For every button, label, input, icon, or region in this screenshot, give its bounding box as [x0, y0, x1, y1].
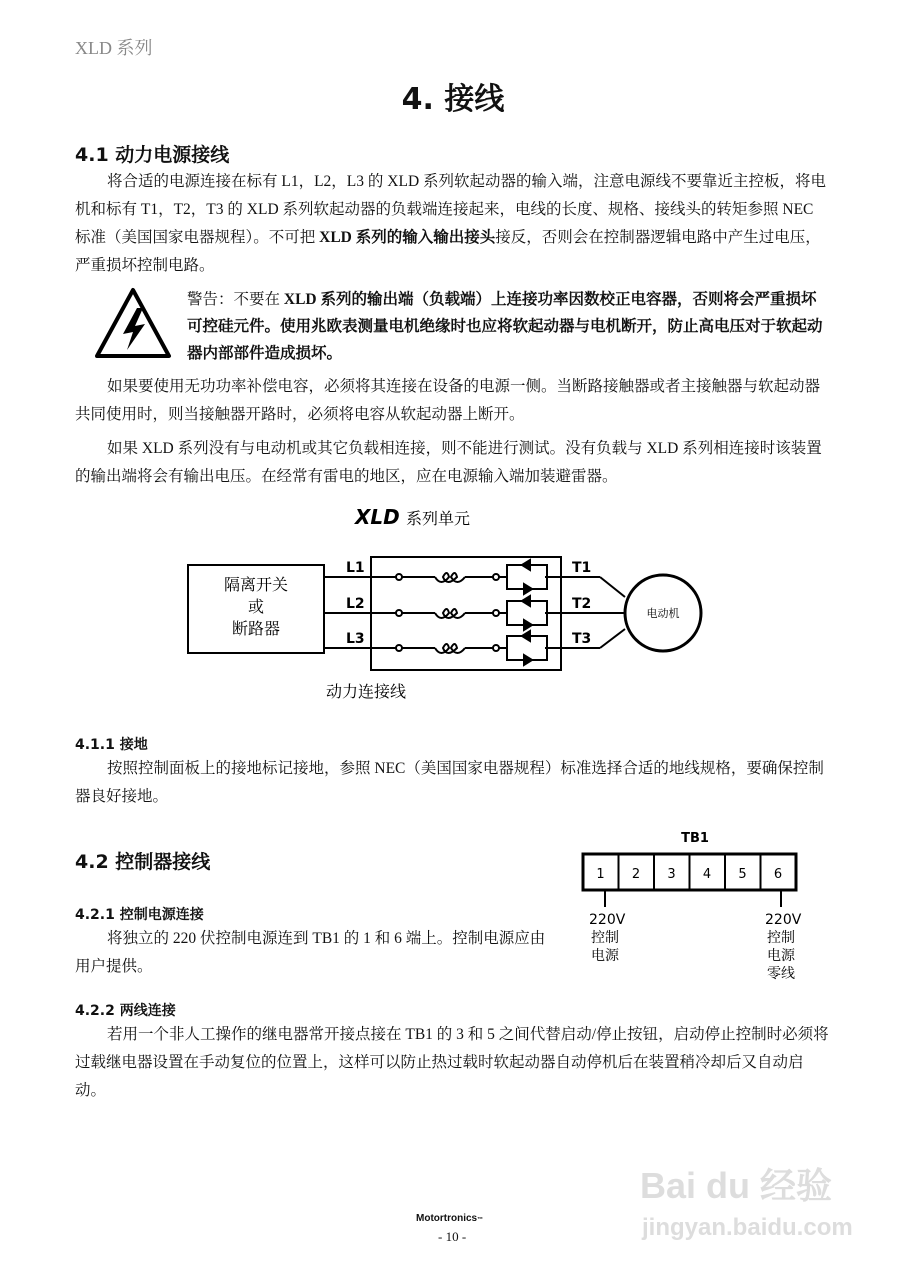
or-label: 或 — [247, 597, 265, 616]
terminal-4: 4 — [702, 867, 712, 882]
running-header: XLD 系列 — [75, 38, 153, 58]
terminal-5: 5 — [738, 867, 747, 882]
fuse-icon — [435, 644, 465, 653]
terminal-1: 1 — [596, 867, 605, 882]
terminal-6: 6 — [773, 867, 783, 882]
bold-text: XLD 系列的输入输出接头 — [319, 229, 496, 246]
text: 将合适的电源连接在标有 L1，L2，L3 的 XLD 系列软起动器的输入端，注意电源线不要靠近主控板，将电机和标有 T1，T2，T3 的 XLD 系列软起动器的负载端连接起来，电线的长度、规格、接线头的转矩参照 NEC 标准（美国国家电器规程）。不可把 — [75, 173, 827, 246]
fuse-icon — [435, 573, 465, 582]
terminal-3: 3 — [667, 867, 676, 882]
power-wiring-diagram — [180, 497, 725, 707]
fuse-icon — [435, 609, 465, 618]
chapter-title: 4. 接线 — [401, 82, 505, 117]
brand-text: Motortronics — [416, 1213, 478, 1224]
watermark-logo: Bai du 经验 — [640, 1165, 833, 1206]
paragraph-testing: 如果 XLD 系列没有与电动机或其它负载相连接，则不能进行测试。没有负载与 XLD 系列相连接时该装置的输出端将会有输出电压。在经常有雷电的地区，应在电源输入端加装避雷器。 — [75, 440, 822, 485]
page-number: - 10 - — [438, 1229, 467, 1244]
l2-label: L2 — [346, 596, 365, 612]
terminal-2: 2 — [631, 867, 641, 882]
breaker-label: 断路器 — [231, 619, 281, 638]
tb1-right-label: 电源 — [767, 948, 795, 964]
section-heading-4-1: 4.1 动力电源接线 — [75, 144, 230, 166]
phase-circuit — [371, 560, 547, 594]
trademark: ™ — [477, 1217, 484, 1223]
tb1-right-label: 零线 — [767, 966, 795, 982]
t2-label: T2 — [572, 596, 592, 612]
section-heading-4-2-1: 4.2.1 控制电源连接 — [75, 907, 204, 923]
paragraph-power-wiring — [75, 168, 831, 280]
isolator-label: 隔离开关 — [223, 575, 289, 594]
footer-brand — [416, 1213, 483, 1226]
tb1-left-label: 220V — [589, 912, 626, 928]
page-body — [75, 36, 831, 1105]
bold-text: XLD 系列的输出端（负载端）上连接功率因数校正电容器，否则将会严重损坏可控硅元件。使用兆欧表测量电机绝缘时也应将软起动器与电机断开，防止高电压对于软起动器内部部件造成损坏。 — [187, 291, 823, 362]
tb1-right-label: 控制 — [767, 930, 795, 946]
t3-label: T3 — [572, 631, 592, 647]
warning-text — [187, 286, 831, 367]
diagram-title: 系列单元 — [406, 509, 471, 528]
phase-circuit — [371, 596, 547, 630]
tb1-left-label: 控制 — [591, 930, 619, 946]
text: 警告：不要在 — [187, 291, 284, 308]
tb1-label: TB1 — [681, 831, 709, 846]
motor-label: 电动机 — [646, 607, 680, 620]
t1-label: T1 — [572, 560, 592, 576]
watermark-url: jingyan.baidu.com — [642, 1214, 853, 1241]
high-voltage-warning-icon — [93, 286, 173, 360]
text: 接反，否则会在控制器逻辑电路中产生过电压，严重损坏控制电路。 — [75, 229, 821, 274]
tb1-right-label: 220V — [765, 912, 802, 928]
section-heading-4-1-1: 4.1.1 接地 — [75, 737, 148, 753]
tb1-left-label: 电源 — [591, 948, 619, 964]
paragraph-control-power: 将独立的 220 伏控制电源连到 TB1 的 1 和 6 端上。控制电源应由用户提供。 — [75, 930, 546, 975]
l1-label: L1 — [346, 560, 365, 576]
l3-label: L3 — [346, 631, 365, 647]
warning-block — [93, 286, 831, 367]
diagram-caption: 动力连接线 — [326, 682, 407, 701]
phase-circuit — [371, 631, 547, 665]
section-heading-4-2-2: 4.2.2 两线连接 — [75, 1003, 176, 1019]
paragraph-grounding: 按照控制面板上的接地标记接地，参照 NEC（美国国家电器规程）标准选择合适的地线规格，要确保控制器良好接地。 — [75, 760, 824, 805]
diagram-title-bold: XLD — [355, 505, 400, 529]
tb1-terminal-diagram — [571, 823, 821, 993]
section-heading-4-2: 4.2 控制器接线 — [75, 851, 211, 873]
paragraph-capacitor: 如果要使用无功功率补偿电容，必须将其连接在设备的电源一侧。当断路接触器或者主接触器与软起动器共同使用时，则当接触器开路时，必须将电容从软起动器上断开。 — [75, 378, 821, 423]
paragraph-two-wire: 若用一个非人工操作的继电器常开接点接在 TB1 的 3 和 5 之间代替启动/停止按钮，启动停止控制时必须将过载继电器设置在手动复位的位置上，这样可以防止热过载时软起动器自动停机后在装置稍冷却后又自动启动。 — [75, 1026, 829, 1099]
